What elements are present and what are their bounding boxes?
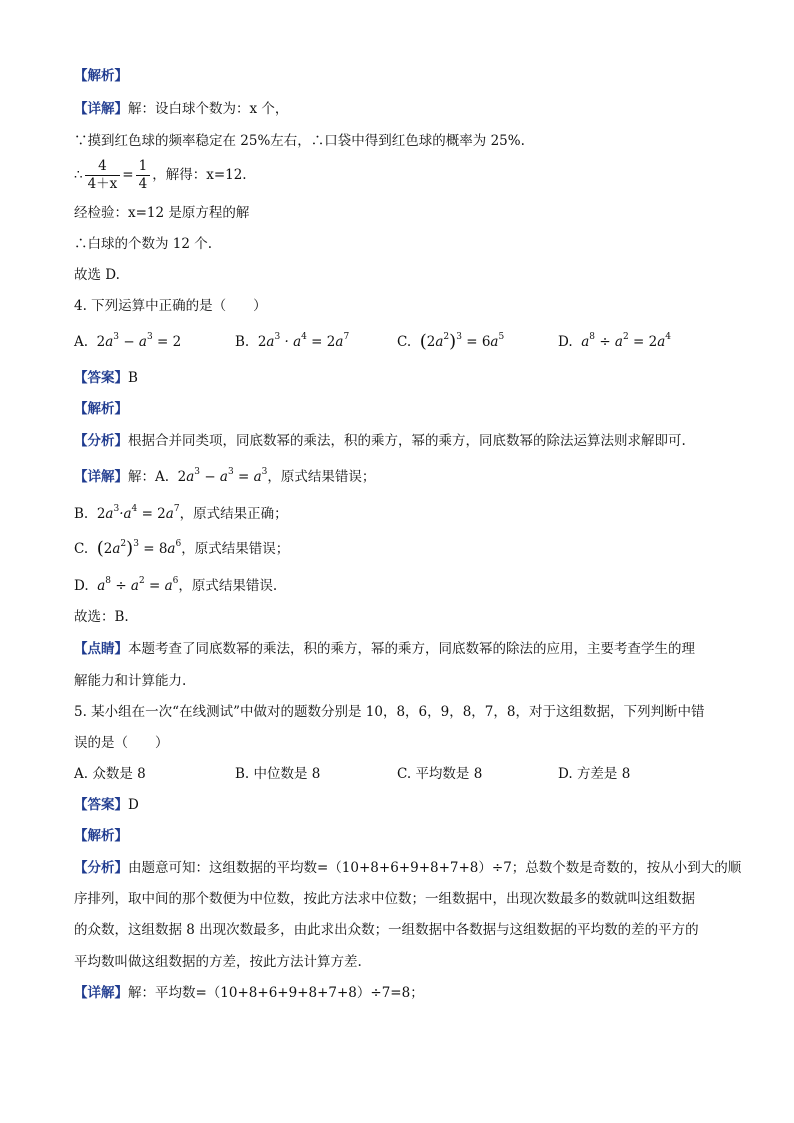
q4-option-a-expr: $2a^3 - a^3 = 2$ <box>96 332 182 350</box>
q4-option-d-label: D. <box>558 334 573 350</box>
q5-option-a <box>74 764 146 784</box>
q5-option-b <box>235 764 320 784</box>
q4-detail-b-prefix: B. <box>74 506 89 522</box>
q4-detail-d <box>74 576 277 596</box>
solve-text: ，解得：x=12. <box>152 167 247 183</box>
q4-detail-b <box>74 504 288 524</box>
q4-detail-b-expr: $2a^3\cdot a^4 = 2a^7$ <box>96 504 180 522</box>
fraction-left-denominator: 4＋x <box>87 176 118 192</box>
q5-detail-line <box>74 983 424 1003</box>
fraction-left-numerator: 4 <box>85 158 121 176</box>
q4-detail-c <box>74 539 289 559</box>
q4-detail-d-result: ，原式结果错误. <box>178 578 278 594</box>
q4-detail-prefix: 解：A. <box>128 469 170 485</box>
q4-detail-c-result: ，原式结果错误； <box>181 541 290 557</box>
q4-detail-b-result: ，原式结果正确； <box>179 506 288 522</box>
frequency-line: ∵摸到红色球的频率稳定在 25%左右，∴口袋中得到红色球的概率为 25%. <box>74 133 525 149</box>
q4-analysis-text: 根据合并同类项，同底数幂的乘法，积的乘方，幂的乘方，同底数幂的除法运算法则求解即可. <box>128 433 686 449</box>
q5-option-b-text: 中位数是 8 <box>253 766 321 782</box>
q4-detail-d-expr: $a^8 \div a^2 = a^6$ <box>92 576 179 594</box>
q4-analysis-line <box>74 431 686 451</box>
q4-option-d-expr: $a^8 \div a^2 = 2a^4$ <box>576 332 671 350</box>
q5-option-b-label: B. <box>235 766 250 782</box>
q4-answer: B <box>128 370 138 386</box>
equation-line <box>74 156 247 194</box>
q4-option-c-label: C. <box>397 334 412 350</box>
detail-line <box>74 99 288 119</box>
q5-stem-2: 误的是（ ） <box>74 735 169 751</box>
conclusion-line: ∴白球的个数为 12 个. <box>74 236 213 252</box>
fraction-right-denominator: 4 <box>138 176 148 192</box>
q4-analysis-tag: 【分析】 <box>74 433 128 449</box>
analysis-heading: 【解析】 <box>74 68 128 84</box>
q4-option-c-expr: $(2a^2)^3 = 6a^5$ <box>419 331 505 352</box>
q5-analysis-tag: 【分析】 <box>74 860 128 876</box>
q4-detail-a <box>74 467 375 487</box>
q4-option-a-label: A. <box>74 334 89 350</box>
q4-detail-c-prefix: C. <box>74 541 89 557</box>
fraction-right-numerator: 1 <box>136 158 151 176</box>
q4-stem: 4. 下列运算中正确的是（ ） <box>74 298 267 314</box>
q4-answer-line <box>74 368 138 388</box>
q5-analysis-text-3: 的众数，这组数据 8 出现次数最多，由此求出众数；一组数据中各数据与这组数据的平均数的差的平方的 <box>74 922 699 938</box>
q5-option-c <box>397 764 482 784</box>
q4-option-c <box>397 332 504 352</box>
q4-detail-a-expr: $2a^3 - a^3 = a^3$ <box>177 467 268 485</box>
q5-answer-line <box>74 795 139 815</box>
equals-sign: = <box>122 167 134 183</box>
q4-detail-d-prefix: D. <box>74 578 89 594</box>
q5-option-c-text: 平均数是 8 <box>415 766 483 782</box>
q5-analysis-line-1 <box>74 858 741 878</box>
q5-option-d-text: 方差是 8 <box>576 766 631 782</box>
q5-answer-tag: 【答案】 <box>74 797 128 813</box>
q5-analysis-heading: 【解析】 <box>74 828 128 844</box>
choice-line: 故选 D. <box>74 267 120 283</box>
q5-detail-tag: 【详解】 <box>74 985 128 1001</box>
q4-analysis-heading: 【解析】 <box>74 401 128 417</box>
q5-analysis-text-2: 序排列，取中间的那个数便为中位数，按此方法求中位数；一组数据中，出现次数最多的数就叫这组数据 <box>74 891 695 907</box>
q4-answer-tag: 【答案】 <box>74 370 128 386</box>
q4-option-b-label: B. <box>235 334 250 350</box>
q4-comment-text-1: 本题考查了同底数幂的乘法，积的乘方，幂的乘方，同底数幂的除法的应用，主要考查学生的理 <box>128 641 695 657</box>
fraction-right <box>136 158 151 193</box>
q5-analysis-text-4: 平均数叫做这组数据的方差，按此方法计算方差. <box>74 954 362 970</box>
q5-analysis-text-1: 由题意可知：这组数据的平均数=（10+8+6+9+8+7+8）÷7；总数个数是奇数的，按从小到大的顺 <box>128 860 742 876</box>
q5-option-d <box>558 764 630 784</box>
q4-choice: 故选：B. <box>74 609 129 625</box>
q4-comment-tag: 【点睛】 <box>74 641 128 657</box>
check-line: 经检验：x=12 是原方程的解 <box>74 205 250 221</box>
q4-option-b <box>235 332 349 352</box>
q5-option-a-label: A. <box>74 766 89 782</box>
q5-option-c-label: C. <box>397 766 412 782</box>
q5-option-d-label: D. <box>558 766 573 782</box>
detail-text: 解：设白球个数为：x 个， <box>128 101 289 117</box>
q5-detail-text: 解：平均数=（10+8+6+9+8+7+8）÷7=8； <box>128 985 424 1001</box>
q4-comment-line <box>74 639 695 659</box>
q5-answer: D <box>128 797 139 813</box>
detail-tag: 【详解】 <box>74 101 128 117</box>
q4-option-a <box>74 332 181 352</box>
fraction-left <box>85 158 121 193</box>
q5-option-a-text: 众数是 8 <box>92 766 146 782</box>
therefore-symbol: ∴ <box>74 167 83 183</box>
q4-detail-tag: 【详解】 <box>74 469 128 485</box>
q4-option-d <box>558 332 671 352</box>
q4-detail-c-expr: $(2a^2)^3 = 8a^6$ <box>96 538 182 559</box>
q4-comment-text-2: 解能力和计算能力. <box>74 673 187 689</box>
q4-detail-a-result: ，原式结果错误； <box>267 469 376 485</box>
q5-stem-1: 5. 某小组在一次“在线测试”中做对的题数分别是 10，8，6，9，8，7，8，对于这组数据，下列判断中错 <box>74 704 705 720</box>
q4-option-b-expr: $2a^3 \cdot a^4 = 2a^7$ <box>257 332 350 350</box>
